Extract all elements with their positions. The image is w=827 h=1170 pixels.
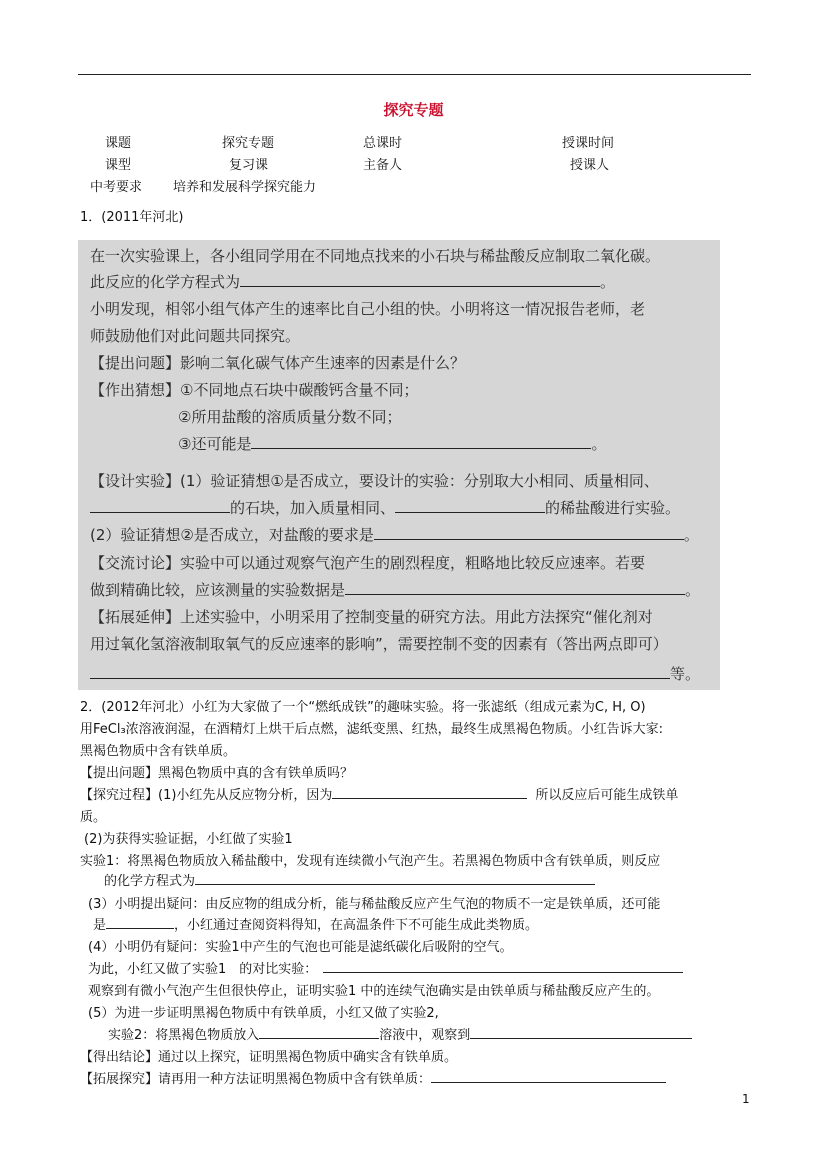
q2-line: 【提出问题】黑褐色物质中真的含有铁单质吗？	[80, 766, 354, 781]
q2-line: 【得出结论】通过以上探究，证明黑褐色物质中确实含有铁单质。	[80, 1050, 458, 1065]
scan-line: ③还可能是 。	[178, 435, 607, 453]
meta-value-topic: 探究专题	[222, 136, 275, 151]
q2-line: 的化学方程式为	[104, 870, 595, 889]
question-1-scan	[78, 240, 720, 690]
meta-value-requirement: 培养和发展科学探究能力	[173, 180, 317, 195]
meta-label-requirement: 中考要求	[90, 180, 143, 195]
meta-value-type: 复习课	[229, 158, 269, 173]
scan-line: 做到精确比较，应该测量的实验数据是 。	[90, 581, 701, 599]
scan-line: 用过氧化氢溶液制取氧气的反应速率的影响”，需要控制不变的因素有（答出两点即可）	[90, 635, 668, 653]
q2-line: 黑褐色物质中含有铁单质。	[80, 744, 237, 759]
q2-line: 质。	[80, 810, 107, 825]
scan-line: 等。	[90, 663, 700, 684]
meta-label-total-hours: 总课时	[363, 136, 403, 151]
meta-label-type: 课型	[105, 158, 132, 173]
q2-line: 观察到有微小气泡产生但很快停止，证明实验1 中的连续气泡确实是由铁单质与稀盐酸反应产生的。	[88, 984, 660, 999]
scan-line: 的石块，加入质量相同、 的稀盐酸进行实验。	[90, 497, 680, 518]
q2-line: (2)为获得实验证据，小红做了实验1	[84, 832, 293, 847]
q2-line: 2．(2012年河北）小红为大家做了一个“燃纸成铁”的趣味实验。将一张滤纸（组成元素为C, H, O)	[80, 700, 646, 715]
meta-label-preparer: 主备人	[363, 158, 403, 173]
q2-line: (4）小明仍有疑问：实验1中产生的气泡也可能是滤纸碳化后吸附的空气。	[88, 940, 513, 955]
scan-line: 师鼓励他们对此问题共同探究。	[90, 327, 301, 345]
q2-line: 为此，小红又做了实验1 的对比实验：	[88, 958, 683, 977]
scan-line: 在一次实验课上，各小组同学用在不同地点找来的小石块与稀盐酸反应制取二氧化碳。	[90, 247, 661, 265]
q2-line: 实验2：将黑褐色物质放入 溶液中，观察到	[108, 1024, 692, 1043]
meta-label-lesson-time: 授课时间	[562, 136, 615, 151]
scan-line: 小明发现，相邻小组气体产生的速率比自己小组的快。小明将这一情况报告老师，老	[90, 300, 646, 318]
q2-line: 【探究过程】(1)小红先从反应物分析，因为 所以反应后可能生成铁单	[80, 788, 679, 803]
scan-line: 【拓展延伸】上述实验中，小明采用了控制变量的研究方法。用此方法探究“催化剂对	[90, 608, 653, 626]
q2-line: 实验1：将黑褐色物质放入稀盐酸中，发现有连续微小气泡产生。若黑褐色物质中含有铁单质，则反应	[80, 854, 661, 869]
q2-line: (3）小明提出疑问：由反应物的组成分析，能与稀盐酸反应产生气泡的物质不一定是铁单质，还可能	[88, 897, 661, 912]
q2-line: 【拓展探究】请再用一种方法证明黑褐色物质中含有铁单质：	[80, 1068, 666, 1087]
page-number: 1	[742, 1092, 750, 1106]
q2-line: (5）为进一步证明黑褐色物质中有铁单质，小红又做了实验2,	[88, 1006, 439, 1021]
scan-line: 【交流讨论】实验中可以通过观察气泡产生的剧烈程度，粗略地比较反应速率。若要	[90, 554, 646, 572]
meta-label-teacher: 授课人	[570, 158, 610, 173]
q2-line: 是 ，小红通过查阅资料得知，在高温条件下不可能生成此类物质。	[93, 918, 539, 933]
scan-line: (2）验证猜想②是否成立，对盐酸的要求是 。	[90, 526, 699, 544]
q2-line: 用FeCl₃浓溶液润湿，在酒精灯上烘干后点燃，滤纸变黑、红热，最终生成黑褐色物质。小红告诉大家:	[80, 722, 664, 737]
scan-line: 【提出问题】影响二氧化碳气体产生速率的因素是什么？	[90, 354, 466, 372]
question-1-header: 1．(2011年河北)	[80, 210, 184, 225]
scan-line: ②所用盐酸的溶质质量分数不同；	[178, 408, 402, 426]
meta-label-topic: 课题	[105, 136, 132, 151]
scan-line: 【设计实验】(1）验证猜想①是否成立，要设计的实验：分别取大小相同、质量相同、	[90, 472, 659, 490]
page-title: 探究专题	[383, 101, 444, 119]
scan-line: 【作出猜想】①不同地点石块中碳酸钙含量不同；	[90, 381, 419, 399]
header-rule	[78, 74, 751, 75]
scan-line: 此反应的化学方程式为 。	[90, 273, 616, 291]
